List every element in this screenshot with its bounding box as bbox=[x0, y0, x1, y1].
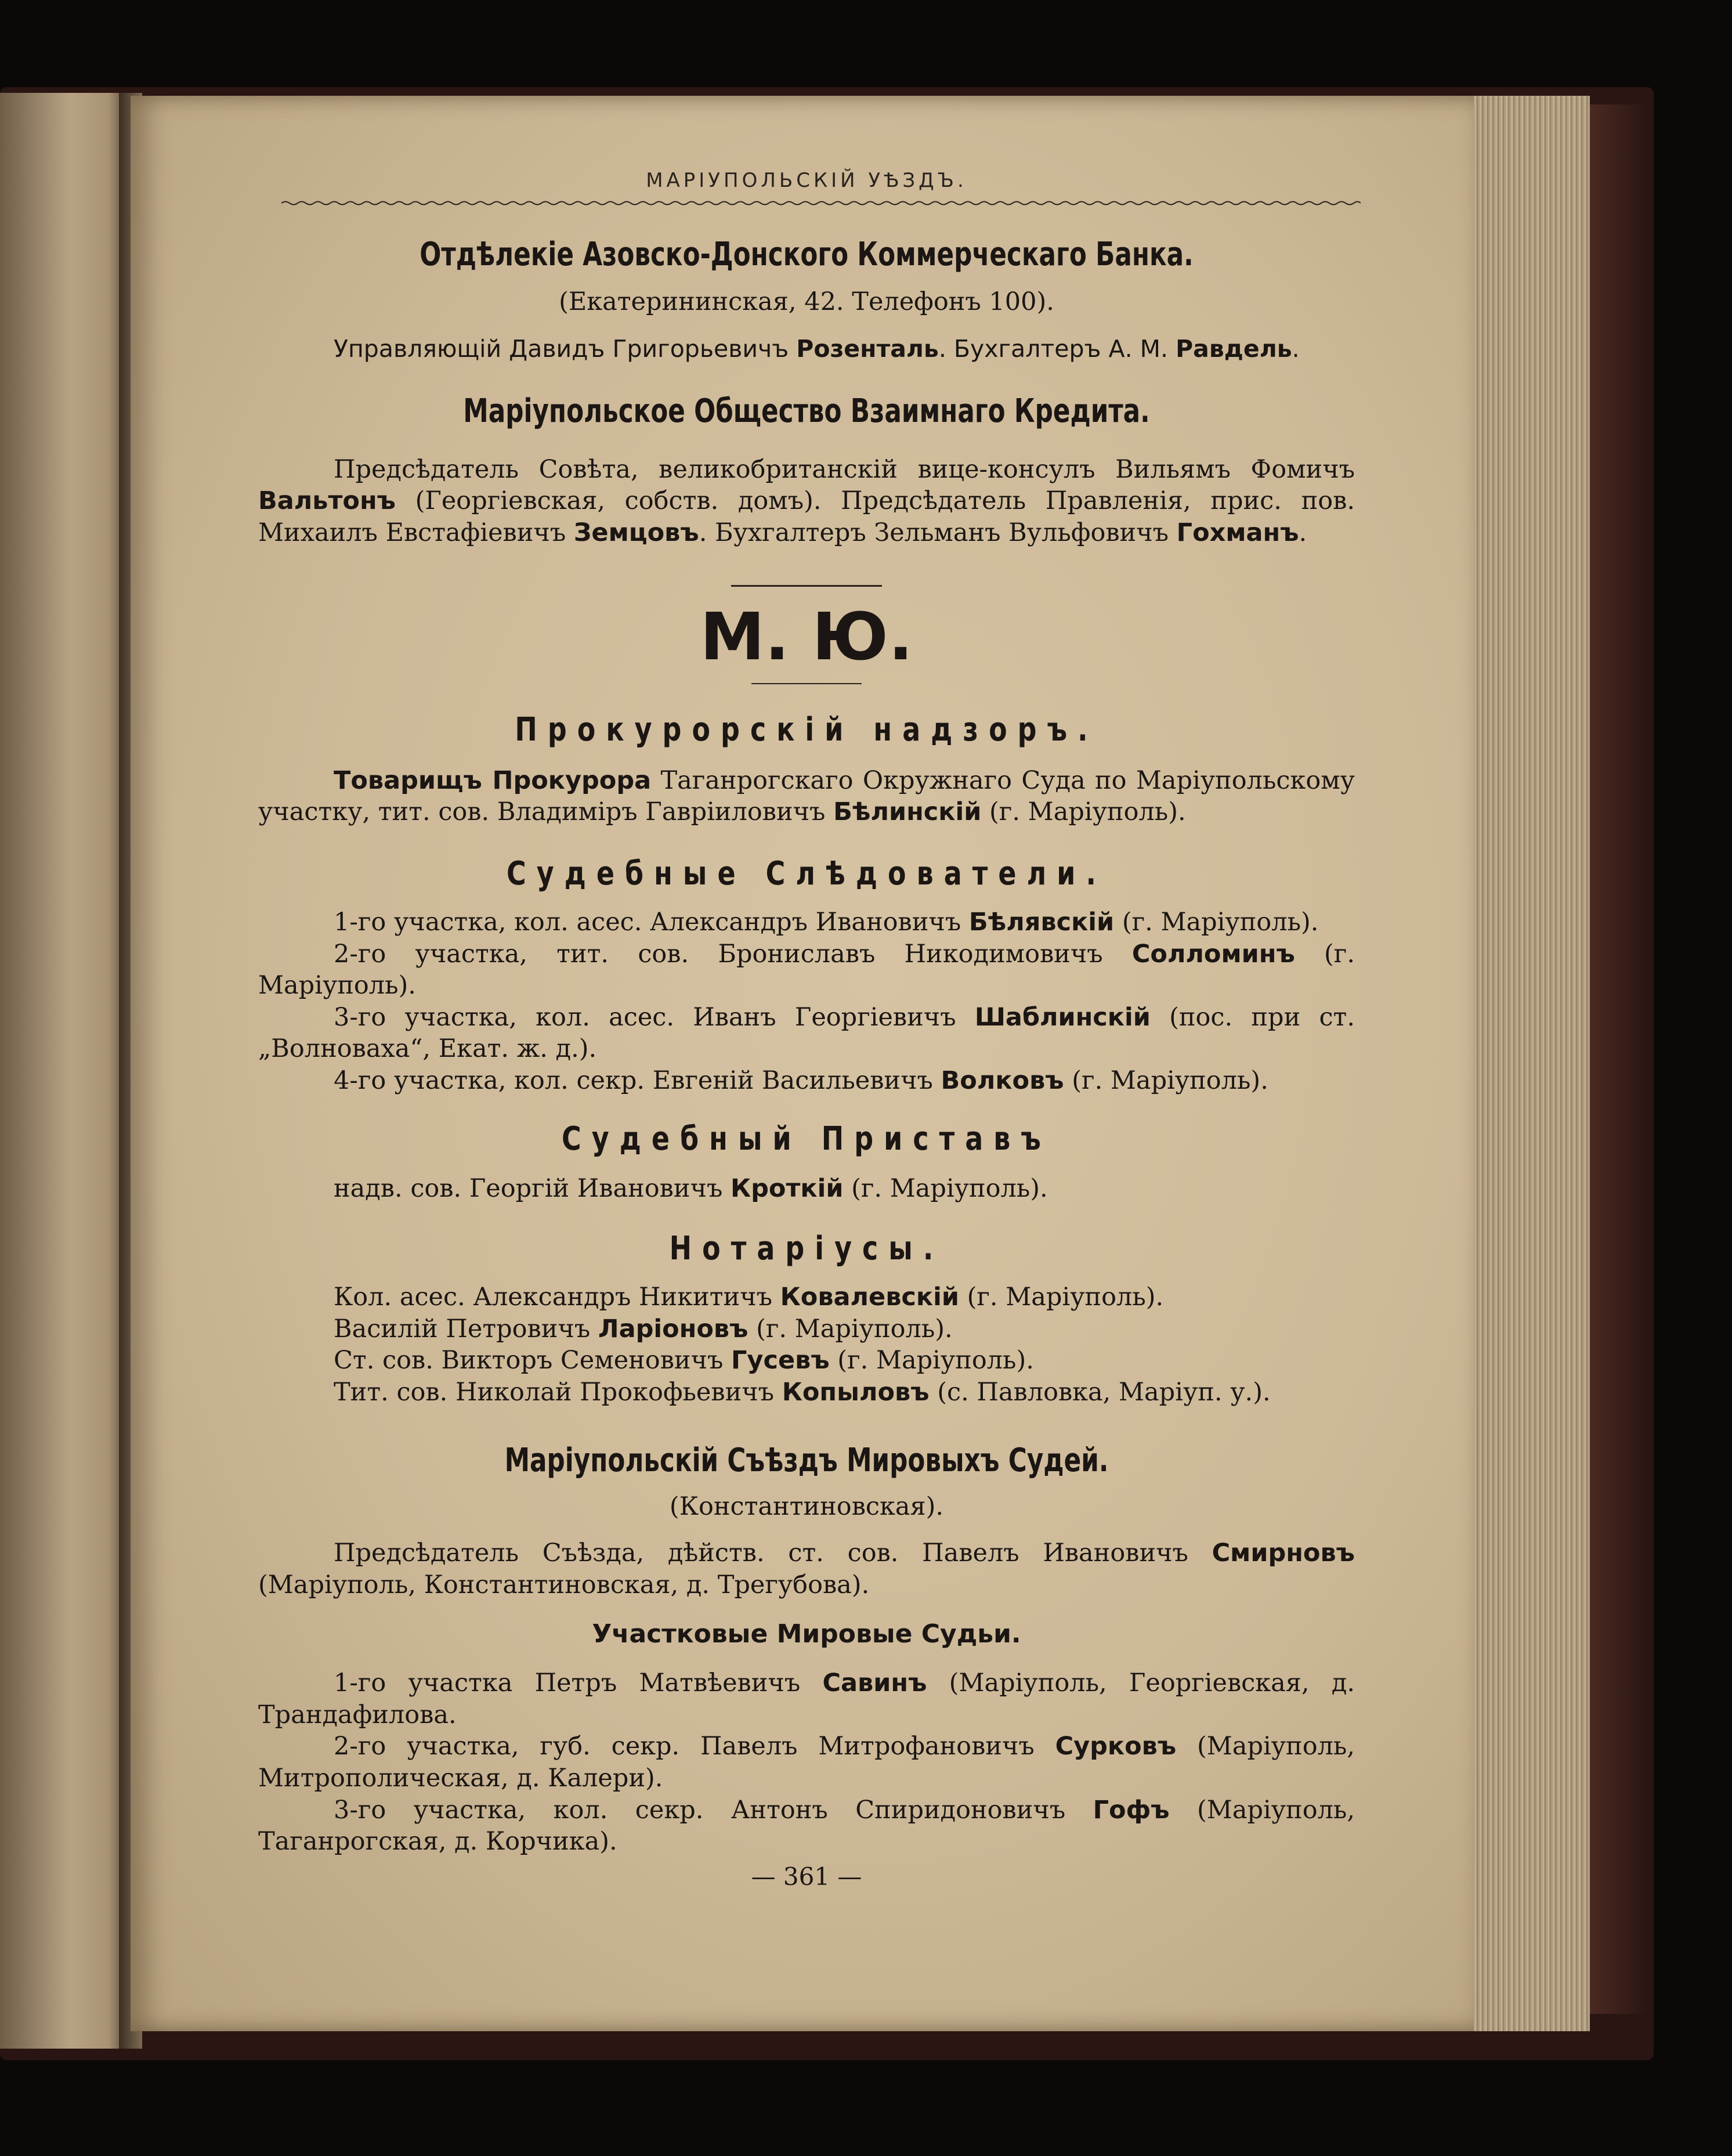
official-name: Бѣлинскій bbox=[833, 797, 982, 827]
notaries-title: Нотаріусы. bbox=[669, 1230, 944, 1268]
bank-address: (Екатерининская, 42. Телефонъ 100). bbox=[559, 287, 1054, 317]
staff-name: Розенталь bbox=[796, 335, 939, 363]
credit-society-title: Маріупольское Общество Взаимнаго Кредита. bbox=[463, 392, 1150, 431]
official-name: Солломинъ bbox=[1131, 939, 1295, 969]
page-edges bbox=[1474, 96, 1590, 2031]
official-name: Сурковъ bbox=[1055, 1732, 1177, 1761]
member-name: Вальтонъ bbox=[258, 486, 396, 516]
prosecutor-text: Товарищъ Прокурора Таганрогскаго Окружнаго Суда по Маріупольскому участку, тит. сов. Владиміръ Гавріиловичъ Бѣлинскій (г. Маріуполь). bbox=[258, 765, 1355, 827]
official-name: Шаблинскій bbox=[974, 1002, 1151, 1032]
back-cover-edge bbox=[1590, 104, 1648, 2014]
list-item: 2-го участка, тит. сов. Брониславъ Никодимовичъ Солломинъ (г. Маріуполь). bbox=[258, 939, 1355, 1001]
official-name: Савинъ bbox=[822, 1669, 927, 1698]
list-item: Ст. сов. Викторъ Семеновичъ Гусевъ (г. Маріуполь). bbox=[334, 1346, 1034, 1375]
list-item: Тит. сов. Николай Прокофьевичъ Копыловъ (с. Павловка, Маріуп. у.). bbox=[334, 1377, 1271, 1407]
bank-title: Отдѣлекіе Азовско-Донского Коммерческаго Банка. bbox=[420, 236, 1194, 273]
office-name: Товарищъ Прокурора bbox=[334, 765, 652, 795]
list-item: 2-го участка, губ. секр. Павелъ Митрофановичъ Сурковъ (Маріуполь, Митрополическая, д. Калери). bbox=[258, 1732, 1355, 1793]
list-item: 1-го участка, кол. асес. Александръ Ивановичъ Бѣлявскій (г. Маріуполь). bbox=[334, 907, 1319, 937]
list-item: 3-го участка, кол. асес. Иванъ Георгіевичъ Шаблинскій (пос. при ст. „Волноваха“, Екат. ж. д.). bbox=[258, 1002, 1355, 1064]
bailiff-title: Судебный Приставъ bbox=[562, 1119, 1051, 1158]
section-title: М. Ю. bbox=[700, 599, 913, 675]
congress-title: Маріупольскій Съѣздъ Мировыхъ Судей. bbox=[504, 1441, 1109, 1479]
credit-society-text: Предсѣдатель Совѣта, великобританскій вице-консулъ Вильямъ Фомичъ Вальтонъ (Георгіевская, собств. домъ). Предсѣдатель Правленія, прис. пов. Михаилъ Евстафіевичъ Земцовъ. Бухгалтеръ Зельманъ Вульфовичъ Гохманъ. bbox=[258, 454, 1355, 548]
official-name: Бѣлявскій bbox=[968, 907, 1115, 937]
official-name: Гофъ bbox=[1093, 1795, 1170, 1825]
member-name: Земцовъ bbox=[573, 518, 699, 548]
official-name: Волковъ bbox=[941, 1066, 1064, 1095]
bank-staff: Управляющій Давидъ Григорьевичъ Розенталь. Бухгалтеръ А. М. Равдель. bbox=[334, 335, 1300, 363]
official-name: Кроткій bbox=[731, 1173, 844, 1203]
left-page-edge bbox=[0, 93, 128, 2049]
list-item: 4-го участка, кол. секр. Евгеній Васильевичъ Волковъ (г. Маріуполь). bbox=[334, 1066, 1268, 1095]
bailiff-text: надв. сов. Георгій Ивановичъ Кроткій (г. Маріуполь). bbox=[334, 1173, 1048, 1203]
official-name: Смирновъ bbox=[1212, 1538, 1355, 1568]
page-number: — 361 — bbox=[751, 1862, 862, 1891]
wavy-rule bbox=[281, 200, 1361, 206]
section-underline bbox=[751, 683, 862, 684]
official-name: Копыловъ bbox=[782, 1377, 930, 1407]
running-head: МАРІУПОЛЬСКІЙ УѢЗДЪ. bbox=[646, 169, 967, 192]
list-item: Василій Петровичъ Ларіоновъ (г. Маріуполь). bbox=[334, 1314, 953, 1344]
list-item: 3-го участка, кол. секр. Антонъ Спиридоновичъ Гофъ (Маріуполь, Таганрогская, д. Корчика). bbox=[258, 1795, 1355, 1857]
list-item: 1-го участка Петръ Матвѣевичъ Савинъ (Маріуполь, Георгіевская, д. Трандафилова. bbox=[258, 1669, 1355, 1729]
staff-name: Равдель bbox=[1176, 335, 1292, 363]
notaries-list bbox=[258, 1281, 1355, 1408]
prosecutor-title: Прокурорскій надзоръ. bbox=[515, 710, 1098, 749]
member-name: Гохманъ bbox=[1176, 518, 1299, 548]
page-text bbox=[258, 165, 1355, 1891]
investigators-list bbox=[258, 907, 1355, 1097]
list-item: Кол. асес. Александръ Никитичъ Ковалевскій (г. Маріуполь). bbox=[334, 1283, 1164, 1312]
official-name: Ларіоновъ bbox=[598, 1314, 749, 1344]
district-judges-list bbox=[258, 1667, 1355, 1858]
investigators-title: Судебные Слѣдователи. bbox=[507, 854, 1107, 893]
official-name: Гусевъ bbox=[731, 1346, 830, 1375]
district-judges-title: Участковые Мировые Судьи. bbox=[592, 1619, 1021, 1649]
official-name: Ковалевскій bbox=[780, 1283, 959, 1312]
congress-address: (Константиновская). bbox=[669, 1491, 944, 1521]
congress-text: Предсѣдатель Съѣзда, дѣйств. ст. сов. Павелъ Ивановичъ Смирновъ (Маріуполь, Константиновская, д. Трегубова). bbox=[258, 1538, 1355, 1599]
section-divider bbox=[731, 585, 882, 587]
